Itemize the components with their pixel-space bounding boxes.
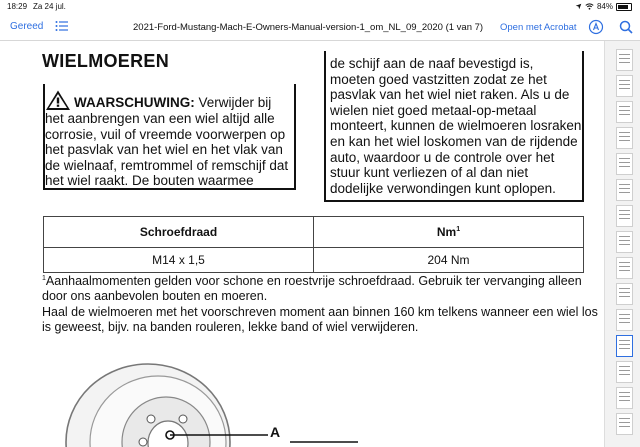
warning-text-block [45, 89, 293, 189]
page-thumbnail[interactable] [616, 413, 633, 435]
pdf-page [0, 41, 604, 447]
battery-icon [616, 3, 632, 11]
battery-percent: 84% [596, 2, 613, 11]
column-header-thread: Schroefdraad [44, 217, 314, 248]
column-header-torque [314, 217, 584, 248]
location-icon [575, 3, 582, 10]
page-thumbnail[interactable] [616, 205, 633, 227]
search-icon[interactable] [618, 19, 634, 35]
footnote-text: Aanhaalmomenten gelden voor schone en roestvrije schroefdraad. Gebruik ter vervanging alleen door ons aanbevolen bouten en moeren. [42, 274, 582, 304]
warning-text: Verwijder bij het aanbrengen van een wiel altijd alle corrosie, vuil of vreemde voorwerpen op het pasvlak van het wiel en het vlak van de wielnaaf, remtrommel of remschijf dat het wiel raakt. De bouten waarmee [45, 95, 289, 189]
wifi-icon [585, 3, 594, 10]
page-thumbnail[interactable] [616, 231, 633, 253]
done-button[interactable]: Gereed [10, 21, 44, 32]
section-heading: WIELMOEREN [42, 51, 169, 71]
page-thumbnail[interactable] [616, 309, 633, 331]
page-thumbnails-sidebar[interactable] [604, 41, 640, 447]
table-header-row [44, 217, 584, 248]
status-bar [0, 0, 640, 14]
document-title: 2021-Ford-Mustang-Mach-E-Owners-Manual-version-1_om_NL_09_2020 (1 van 7) [133, 22, 484, 33]
page-thumbnail[interactable] [616, 75, 633, 97]
status-right [575, 2, 632, 11]
table-cell-torque: 204 Nm [314, 248, 584, 273]
toolbar [0, 14, 640, 41]
page-thumbnail[interactable] [616, 49, 633, 71]
warning-continuation-text: de schijf aan de naaf bevestigd is, moeten goed vastzitten zodat ze het pasvlak van het wiel niet raken. Als u de wielen niet goed metaal-op-metaal monteert, kunnen de wielmoeren losraken en kan het wiel loskomen van de rijdende auto, waardoor u de controle over het stuur kunt verliezen of al dan niet dodelijke verwondingen kunt oplopen. [330, 56, 582, 196]
page-thumbnail-current[interactable] [616, 335, 633, 357]
body-paragraph: Haal de wielmoeren met het voorschreven moment aan binnen 160 km telkens wanneer een wiel los is geweest, bijv. na banden rouleren, lekke band of wiel verwijderen. [42, 305, 598, 334]
wheel-illustration [58, 347, 358, 447]
page-thumbnail[interactable] [616, 283, 633, 305]
torque-header-footnote: 1 [456, 226, 461, 233]
torque-header-label: Nm [436, 225, 457, 239]
warning-icon [45, 89, 71, 111]
status-time: 18:29 [7, 2, 28, 11]
page-thumbnail[interactable] [616, 361, 633, 383]
page-thumbnail[interactable] [616, 127, 633, 149]
markup-icon[interactable] [588, 19, 604, 35]
open-with-acrobat-button[interactable]: Open met Acrobat [500, 22, 577, 33]
torque-table [43, 216, 584, 273]
page-thumbnail[interactable] [616, 101, 633, 123]
list-icon[interactable] [55, 20, 69, 32]
page-thumbnail[interactable] [616, 257, 633, 279]
table-cell-thread: M14 x 1,5 [44, 248, 314, 273]
page-thumbnail[interactable] [616, 387, 633, 409]
page-thumbnail[interactable] [616, 179, 633, 201]
status-date: Za 24 jul. [33, 2, 66, 11]
footnote [42, 271, 602, 304]
battery-fill [618, 5, 628, 9]
footnote-mark: 1 [42, 275, 46, 282]
page-thumbnail[interactable] [616, 153, 633, 175]
table-row [44, 248, 584, 273]
callout-label-a: A [270, 424, 281, 440]
warning-label: WAARSCHUWING: [74, 95, 195, 110]
